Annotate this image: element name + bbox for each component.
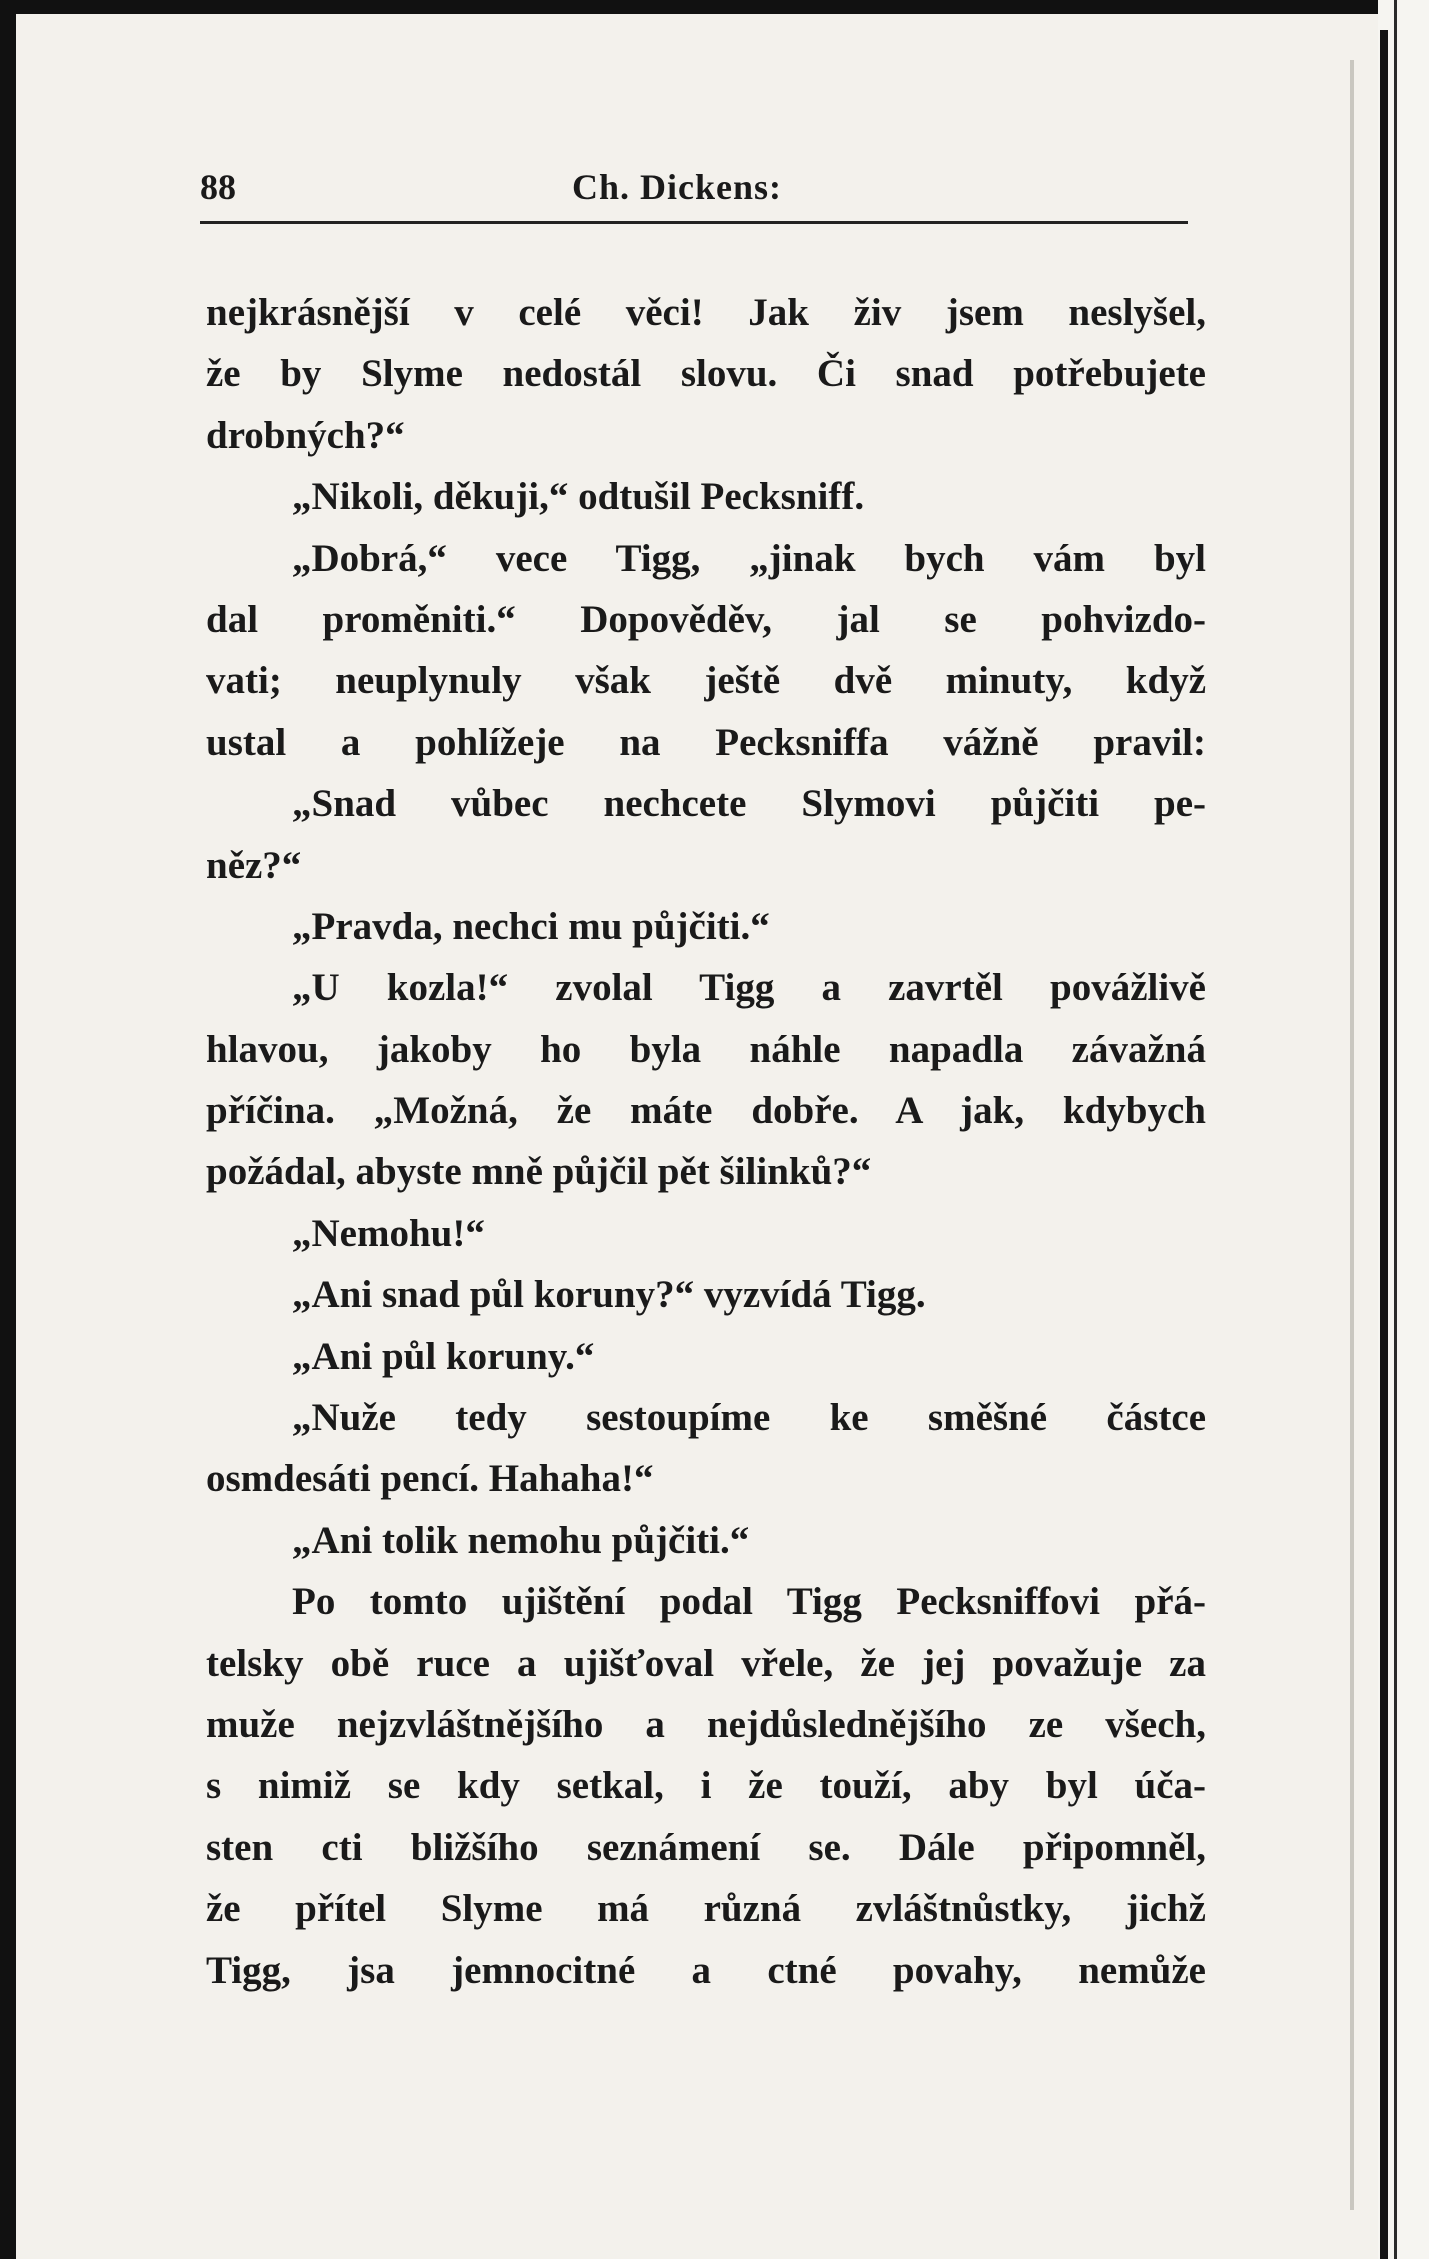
text-line: „Nuže tedy sestoupíme ke směšné částce — [292, 1396, 1206, 1440]
text-line: nejkrásnější v celé věci! Jak živ jsem neslyšel, — [206, 291, 1206, 334]
text-line: Po tomto ujištění podal Tigg Pecksniffovi přá- — [292, 1580, 1206, 1624]
text-line: „Ani tolik nemohu půjčiti.“ — [292, 1518, 750, 1562]
text-line: něz?“ — [206, 843, 302, 887]
text-line: příčina. „Možná, že máte dobře. A jak, kdybych — [206, 1089, 1206, 1133]
text-line: osmdesáti pencí. Hahaha!“ — [206, 1457, 654, 1501]
text-line: „Ani půl koruny.“ — [292, 1334, 595, 1378]
running-head: Ch. Dickens: — [572, 167, 783, 207]
text-line: sten cti bližšího seznámení se. Dále připomněl, — [206, 1825, 1206, 1869]
text-line: „Ani snad půl koruny?“ vyzvídá Tigg. — [292, 1273, 926, 1317]
body-text — [206, 282, 1206, 2001]
text-line: „Snad vůbec nechcete Slymovi půjčiti pe- — [292, 782, 1206, 826]
text-line: muže nejzvláštnějšího a nejdůslednějšího ze všech, — [206, 1702, 1206, 1746]
text-line: telsky obě ruce a ujišťoval vřele, že jej považuje za — [206, 1641, 1206, 1685]
binding-edge-line — [1380, 30, 1388, 2259]
text-line: Tigg, jsa jemnocitné a ctné povahy, nemůže — [206, 1948, 1206, 1992]
text-line: požádal, abyste mně půjčil pět šilinků?“ — [206, 1150, 872, 1194]
text-line: že přítel Slyme má různá zvláštnůstky, jichž — [206, 1887, 1206, 1931]
text-line: že by Slyme nedostál slovu. Či snad potřebujete — [206, 352, 1206, 396]
text-line: „Nikoli, děkuji,“ odtušil Pecksniff. — [292, 475, 865, 519]
text-line: „U kozla!“ zvolal Tigg a zavrtěl povážlivě — [292, 966, 1206, 1010]
text-line: drobných?“ — [206, 413, 405, 457]
text-line: „Nemohu!“ — [292, 1211, 485, 1255]
text-line: vati; neuplynuly však ještě dvě minuty, když — [206, 659, 1206, 703]
text-line: ustal a pohlížeje na Pecksniffa vážně pravil: — [206, 720, 1206, 764]
text-line: „Pravda, nechci mu půjčiti.“ — [292, 904, 770, 948]
scan-border-top — [0, 0, 1429, 14]
page-header — [200, 160, 1188, 216]
binding-edge-line-thin — [1394, 0, 1397, 2259]
text-line: dal proměniti.“ Dopověděv, jal se pohvizdo- — [206, 597, 1206, 641]
header-rule — [200, 221, 1188, 224]
text-line: „Dobrá,“ vece Tigg, „jinak bych vám byl — [292, 536, 1206, 580]
page-number: 88 — [200, 167, 236, 207]
page-edge-shadow — [1350, 60, 1354, 2210]
text-line: hlavou, jakoby ho byla náhle napadla závažná — [206, 1027, 1206, 1071]
text-line: s nimiž se kdy setkal, i že touží, aby byl úča- — [206, 1764, 1206, 1808]
scan-border-left — [0, 0, 16, 2259]
